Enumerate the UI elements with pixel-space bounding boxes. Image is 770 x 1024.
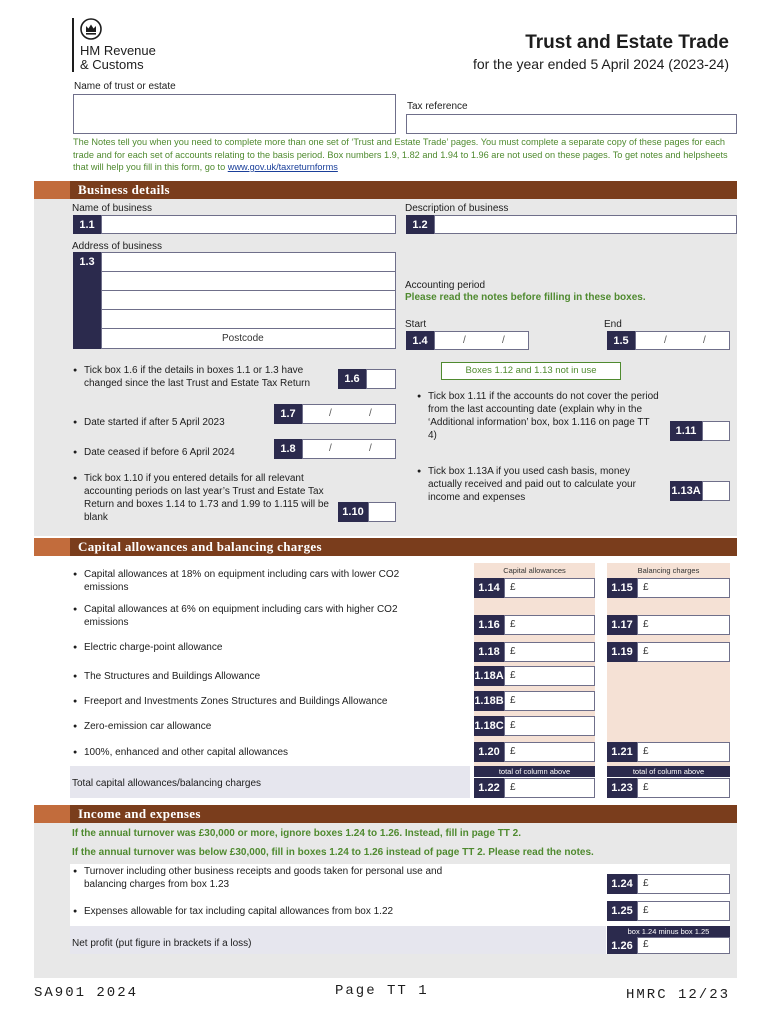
capital-allowance-field[interactable] [504,691,595,711]
accounting-period-label: Accounting period [405,280,486,291]
question-1-11: ● Tick box 1.11 if the accounts do not cover the period from the last accounting date (explain why in the ‘Additional information’ box, box 1.116 on page TT 4) [428,390,660,442]
total-column-note-2: total of column above [607,766,730,777]
footer-form-code: SA901 2024 [34,985,139,1001]
capital-row-label: ● Freeport and Investments Zones Structures and Buildings Allowance [84,695,424,708]
end-date-field[interactable] [635,331,730,350]
box-1-22-field[interactable] [504,778,595,798]
capital-total-label: Total capital allowances/balancing charges [72,778,262,789]
currency-symbol: £ [643,646,649,657]
capital-allowances-band [34,538,737,556]
capital-row-box-number: 1.20 [474,742,504,762]
currency-symbol: £ [510,695,516,706]
income-expenses-tab [34,805,70,823]
capital-row-box-number: 1.14 [474,578,504,598]
postcode-label: Postcode [222,333,264,344]
capital-row-box-number: 1.18 [474,642,504,662]
box-1-22-currency: £ [510,782,516,793]
address-line-1[interactable] [101,252,396,272]
box-1-24-currency: £ [643,878,649,889]
capital-row-box-number: 1.18C [474,716,504,736]
boxes-not-in-use-notice [441,362,621,380]
date-ceased-field[interactable] [302,439,396,459]
address-line-2[interactable] [101,271,396,291]
box-1-6-number: 1.6 [338,369,366,389]
box-1-11-number: 1.11 [670,421,702,441]
question-1-13a: ● Tick box 1.13A if you used cash basis, money actually received and paid out to calculate your income and expenses [428,465,660,504]
capital-row-label: ● 100%, enhanced and other capital allowances [84,746,424,759]
box-1-1-number: 1.1 [73,215,101,234]
currency-symbol: £ [510,619,516,630]
capital-allowance-field[interactable] [504,716,595,736]
box-1-26-currency: £ [643,939,649,950]
balancing-row-box-number: 1.15 [607,578,637,598]
box-1-24-field[interactable] [637,874,730,894]
box-1-13a-checkbox[interactable] [702,481,730,501]
box-1-22-number: 1.22 [474,778,504,798]
box-1-26-field[interactable] [637,937,730,954]
capital-row-label: ● Capital allowances at 6% on equipment including cars with higher CO2 emissions [84,603,424,629]
box-1-10-checkbox[interactable] [368,502,396,522]
start-date-sep-2: / [502,335,505,346]
box-1-7-number: 1.7 [274,404,302,424]
income-note-1: If the annual turnover was £30,000 or more, ignore boxes 1.24 to 1.26. Instead, fill in page TT 2. [72,828,522,839]
currency-symbol: £ [510,646,516,657]
capital-row-label: ● Electric charge-point allowance [84,641,424,654]
box-1-26-number: 1.26 [607,937,637,954]
form-title: Trust and Estate Trade [525,32,729,53]
box-1-25-field[interactable] [637,901,730,921]
start-date-field[interactable] [434,331,529,350]
footer-version: HMRC 12/23 [626,987,731,1003]
box-1-23-currency: £ [643,782,649,793]
tax-reference-field[interactable] [406,114,737,134]
question-1-24: ● Turnover including other business receipts and goods taken for personal use and balancing charges from box 1.23 [84,865,474,891]
box-1-24-number: 1.24 [607,874,637,894]
net-profit-note: box 1.24 minus box 1.25 [607,926,730,937]
currency-symbol: £ [643,582,649,593]
balancing-charge-field[interactable] [637,642,730,662]
not-in-use-text: Boxes 1.12 and 1.13 not in use [465,365,597,376]
balancing-charge-field[interactable] [637,742,730,762]
notes-paragraph [73,136,737,174]
address-line-4[interactable] [101,309,396,329]
box-1-23-field[interactable] [637,778,730,798]
date-ceased-sep-2: / [369,443,372,454]
hmrc-logo [72,16,182,76]
balancing-row-box-number: 1.19 [607,642,637,662]
footer-page-number: Page TT 1 [335,983,429,999]
capital-row-label: ● Capital allowances at 18% on equipment including cars with lower CO2 emissions [84,568,424,594]
currency-symbol: £ [510,670,516,681]
start-date-sep-1: / [463,335,466,346]
currency-symbol: £ [643,619,649,630]
currency-symbol: £ [510,582,516,593]
date-started-sep-2: / [369,408,372,419]
currency-symbol: £ [510,720,516,731]
question-1-7: ● Date started if after 5 April 2023 [84,416,225,429]
capital-row-box-number: 1.16 [474,615,504,635]
question-1-25: ● Expenses allowable for tax including capital allowances from box 1.22 [84,905,393,918]
date-ceased-sep-1: / [329,443,332,454]
capital-allowance-field[interactable] [504,742,595,762]
income-expenses-heading: Income and expenses [78,806,201,821]
capital-allowance-field[interactable] [504,666,595,686]
capital-row-label: ● The Structures and Buildings Allowance [84,670,424,683]
capital-row-label: ● Zero-emission car allowance [84,720,424,733]
box-1-25-number: 1.25 [607,901,637,921]
balancing-charges-col-header: Balancing charges [637,566,700,575]
address-line-3[interactable] [101,290,396,310]
question-1-10: ● Tick box 1.10 if you entered details for all relevant accounting periods on last year’s Trust and Estate Tax Return and boxes 1.14 to 1.73 and 1.99 to 1.115 will be blank [84,472,334,524]
end-label: End [604,319,622,330]
income-expenses-band [34,805,737,823]
end-date-sep-2: / [703,335,706,346]
trust-name-label: Name of trust or estate [74,81,176,92]
balancing-charge-field[interactable] [637,615,730,635]
form-subtitle: for the year ended 5 April 2024 (2023-24) [472,56,729,72]
box-1-11-checkbox[interactable] [702,421,730,441]
currency-symbol: £ [643,746,649,757]
capital-allowances-tab [34,538,70,556]
box-1-8-number: 1.8 [274,439,302,459]
date-started-sep-1: / [329,408,332,419]
business-details-heading: Business details [78,182,170,197]
capital-row-box-number: 1.18A [474,666,504,686]
start-label: Start [405,319,427,330]
box-1-4-number: 1.4 [406,331,434,350]
balancing-charge-field[interactable] [637,578,730,598]
currency-symbol: £ [510,746,516,757]
postcode-field[interactable] [101,328,396,349]
capital-allowance-field[interactable] [504,578,595,598]
crown-icon [80,18,102,40]
business-description-label: Description of business [405,203,509,214]
box-1-2-number: 1.2 [406,215,434,234]
box-1-5-number: 1.5 [607,331,635,350]
capital-allowance-field[interactable] [504,615,595,635]
trust-name-field[interactable] [73,94,396,134]
total-column-note-1: total of column above [474,766,595,777]
accounting-period-note: Please read the notes before filling in these boxes. [405,292,646,303]
notes-link[interactable]: www.gov.uk/taxreturnforms [227,162,338,172]
tax-reference-label: Tax reference [407,101,468,112]
notes-text: The Notes tell you when you need to complete more than one set of ‘Trust and Estate Trade’ pages. You must complete a separate copy of these pages for each trade and for each set of accounts relating to the basis period. Box numbers 1.9, 1.82 and 1.94 to 1.96 are not used on these pages. To get notes and helpsheets that will help you fill in this form, go to [73,137,728,172]
balancing-row-box-number: 1.21 [607,742,637,762]
date-started-field[interactable] [302,404,396,424]
business-address-label: Address of business [72,241,163,252]
box-1-13a-number: 1.13A [670,481,702,501]
dept-name-line1: HM Revenue [80,43,156,58]
capital-row-box-number: 1.18B [474,691,504,711]
business-name-field[interactable] [101,215,396,234]
box-1-23-number: 1.23 [607,778,637,798]
end-date-sep-1: / [664,335,667,346]
business-name-label: Name of business [72,203,153,214]
box-1-6-checkbox[interactable] [366,369,396,389]
business-details-tab [34,181,70,199]
business-details-band [34,181,737,199]
balancing-row-box-number: 1.17 [607,615,637,635]
question-1-6: ● Tick box 1.6 if the details in boxes 1.1 or 1.3 have changed since the last Trust and Estate Tax Return [84,364,336,390]
business-description-field[interactable] [434,215,737,234]
box-1-3-label: 1.3 [79,256,95,268]
net-profit-label: Net profit (put figure in brackets if a loss) [72,938,252,949]
income-note-2: If the annual turnover was below £30,000, fill in boxes 1.24 to 1.26 instead of page TT 2. Please read the notes. [72,847,594,858]
logo-rule [72,18,74,72]
capital-allowance-field[interactable] [504,642,595,662]
question-1-8: ● Date ceased if before 6 April 2024 [84,446,235,459]
box-1-3-number [73,252,101,349]
box-1-25-currency: £ [643,905,649,916]
dept-name-line2: & Customs [80,57,144,72]
capital-allowances-heading: Capital allowances and balancing charges [78,539,322,554]
capital-allowances-col-header: Capital allowances [503,566,566,575]
box-1-10-number: 1.10 [338,502,368,522]
